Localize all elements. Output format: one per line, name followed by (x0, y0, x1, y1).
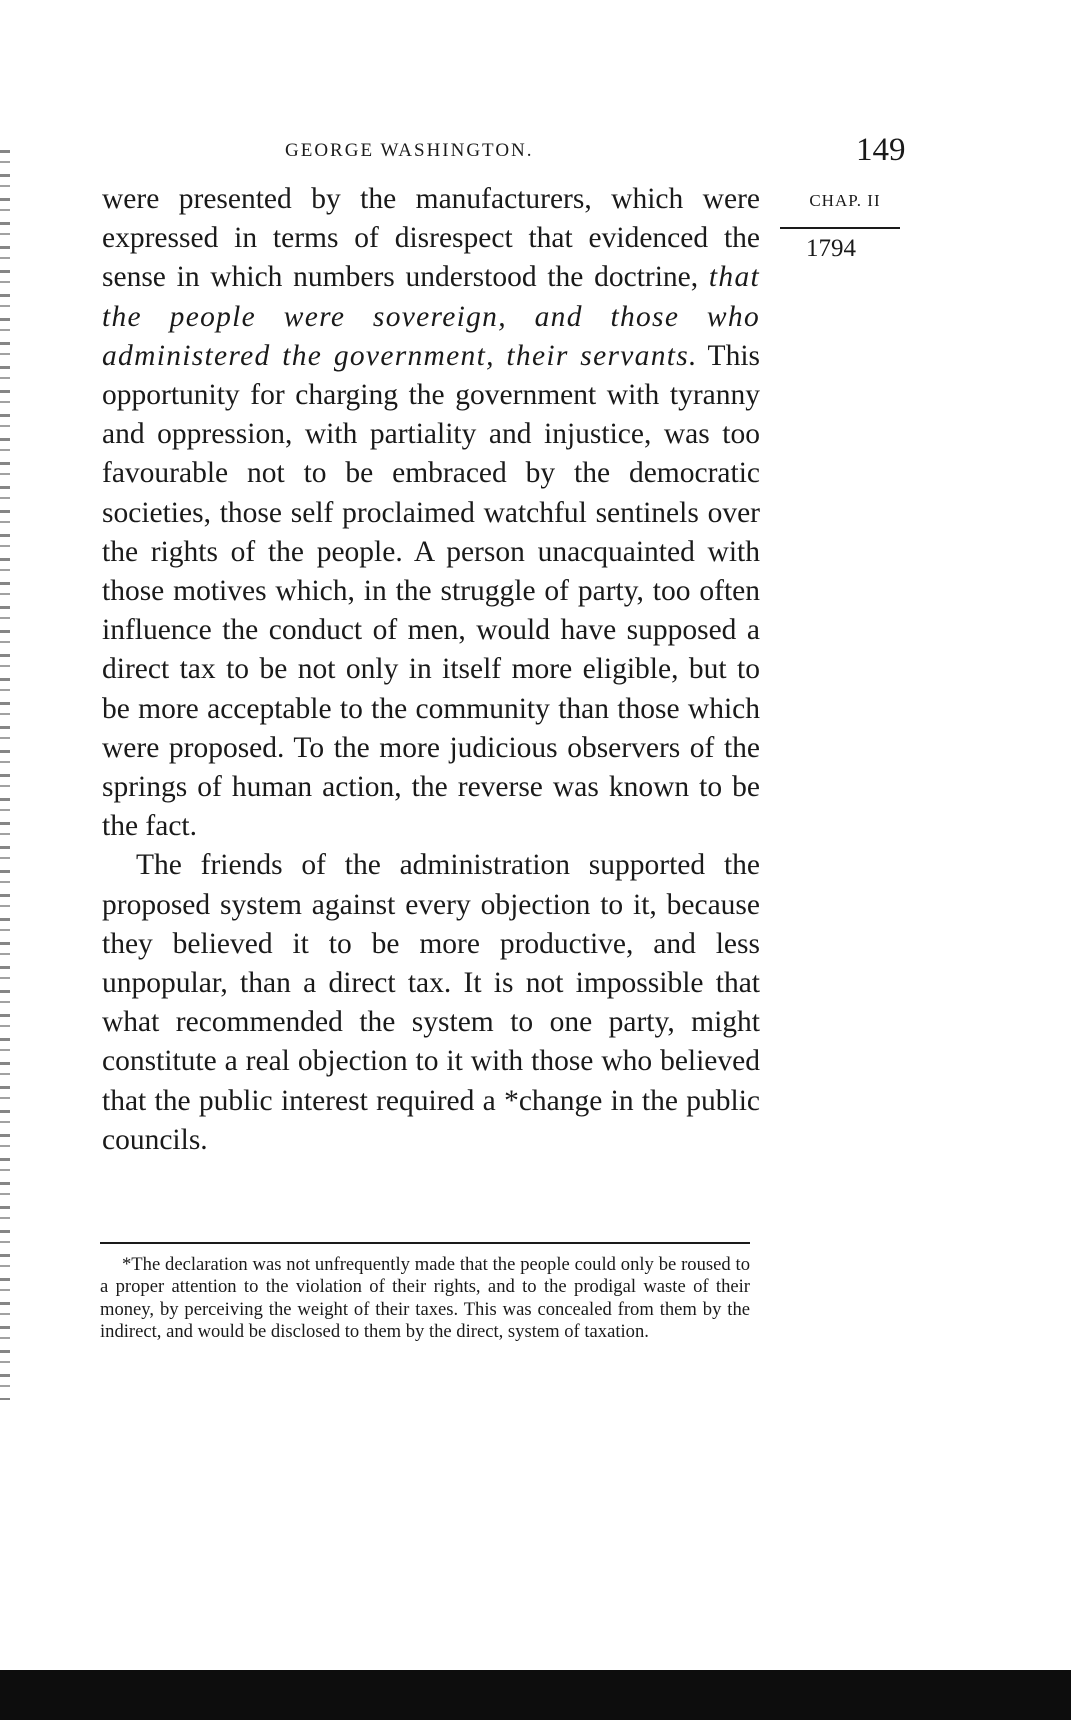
paragraph-1-italic-quote: that the people were sovereign, and those who administered the government, their servants. (102, 261, 760, 372)
scan-bottom-edge (0, 1670, 1071, 1720)
paragraph-1 (102, 180, 760, 846)
sidenote-year: 1794 (806, 235, 856, 262)
sidenote-divider (780, 227, 900, 229)
paragraph-1-rest: This opportunity for charging the government with tyranny and oppression, with partiality and injustice, was too favourable not to be embraced by the democratic societies, those self proclaimed watchful sentinels over the rights of the people. A person unacquainted with those motives which, in the struggle of party, too often influence the conduct of men, would have supposed a direct tax to be not only in itself more eligible, but to be more acceptable to the community than those which were proposed. To the more judicious observers of the springs of human action, the reverse was known to be the fact. (102, 339, 761, 843)
main-text (102, 180, 760, 1160)
page-number: 149 (856, 132, 906, 168)
footnote-divider (100, 1242, 750, 1244)
paragraph-2: The friends of the administration supported the proposed system against every objection to it, because they believed it to be more productive, and less unpopular, than a direct tax. It is not impossible that what recommended the system to one party, might constitute a real objection to it with those who believed that the public interest required a *change in the public councils. (102, 849, 760, 1156)
running-title: GEORGE WASHINGTON. (285, 140, 534, 161)
page-edge-shadow (0, 150, 10, 1400)
sidenote-chapter: CHAP. II (809, 191, 881, 210)
footnote (100, 1254, 750, 1343)
paragraph-1-lead: were presented by the manufacturers, which were expressed in terms of disrespect that evidenced the sense in which numbers understood the doctrine, (102, 183, 760, 294)
footnote-text: *The declaration was not unfrequently made that the people could only be roused to a proper attention to the violation of their rights, and to the prodigal waste of their money, by perceiving the weight of their taxes. This was concealed from them by the indirect, and would be disclosed to them by the direct, system of taxation. (100, 1254, 750, 1342)
